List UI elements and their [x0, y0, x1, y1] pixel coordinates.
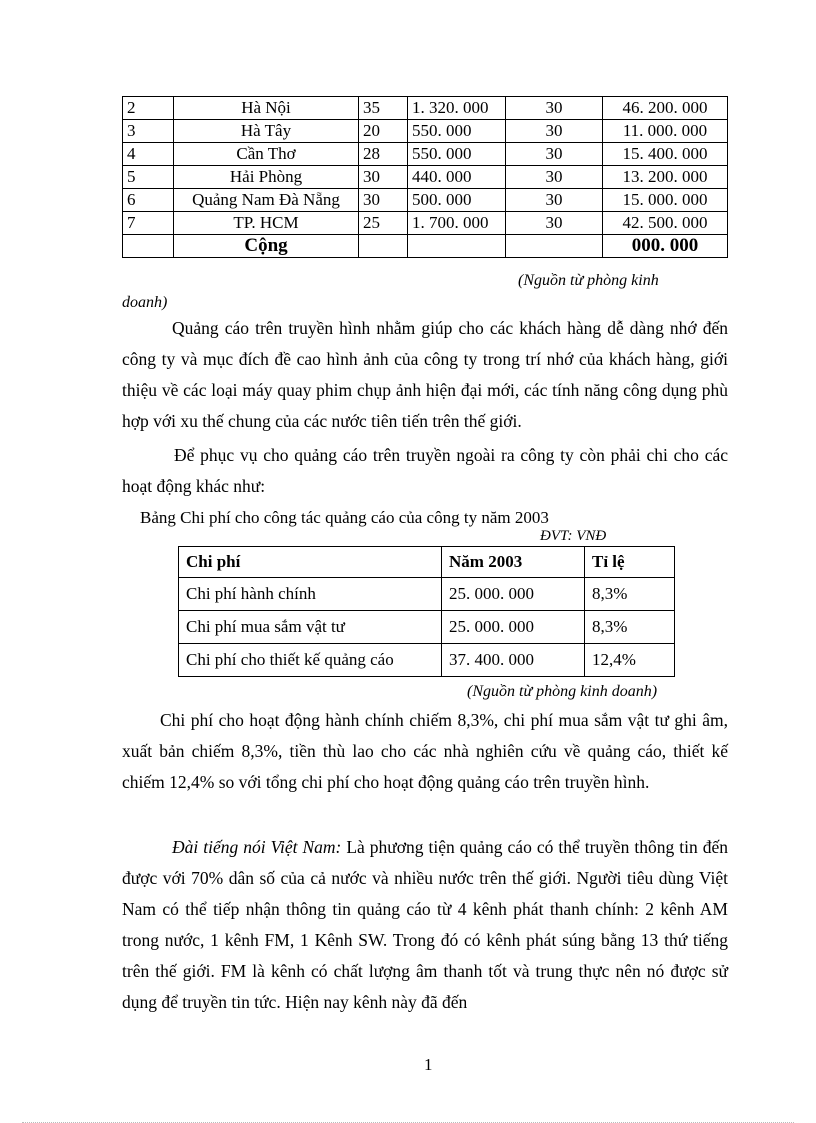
cell-total: 42. 500. 000 — [603, 212, 728, 235]
table-source-note: (Nguồn từ phòng kinh — [518, 272, 659, 289]
table-row: Chi phí hành chính 25. 000. 000 8,3% — [179, 578, 675, 611]
cell-name: Hà Nội — [174, 97, 359, 120]
cell-days: 30 — [506, 120, 603, 143]
table-row: Chi phí cho thiết kế quảng cáo 37. 400. 000 12,4% — [179, 644, 675, 677]
cell-qty: 28 — [359, 143, 408, 166]
region-advertising-table — [122, 96, 728, 258]
cell-stt: 4 — [123, 143, 174, 166]
cost-table-source-note: (Nguồn từ phòng kinh doanh) — [467, 683, 658, 700]
cell-name: Cần Thơ — [174, 143, 359, 166]
cell-stt: 2 — [123, 97, 174, 120]
cell-stt: 5 — [123, 166, 174, 189]
cell-total: 46. 200. 000 — [603, 97, 728, 120]
cell-total: 13. 200. 000 — [603, 166, 728, 189]
cell-qty: 20 — [359, 120, 408, 143]
cell-price: 550. 000 — [408, 120, 506, 143]
table-total-row — [123, 235, 728, 258]
table-row — [123, 189, 728, 212]
paragraph-cost-analysis: Chi phí cho hoạt động hành chính chiếm 8,3%, chi phí mua sắm vật tư ghi âm, xuất bản chiếm 8,3%, tiền thù lao cho các nhà nghiên cứu về quảng cáo, thiết kế chiếm 12,4% so với tổng chi phí cho hoạt động quảng cáo trên truyền hình. — [122, 710, 728, 792]
table-row — [123, 120, 728, 143]
cell-stt: 7 — [123, 212, 174, 235]
cell-price: 1. 320. 000 — [408, 97, 506, 120]
radio-lead: Đài tiếng nói Việt Nam: — [172, 837, 342, 857]
cell-days: 30 — [506, 97, 603, 120]
cell-days: 30 — [506, 166, 603, 189]
table-row: Chi phí mua sắm vật tư 25. 000. 000 8,3% — [179, 611, 675, 644]
table-row — [123, 97, 728, 120]
cell-days: 30 — [506, 143, 603, 166]
paragraph-other-activities: Để phục vụ cho quảng cáo trên truyền ngoài ra công ty còn phải chi cho các hoạt động khác như: — [122, 445, 728, 496]
cell-qty: 35 — [359, 97, 408, 120]
cell-qty: 30 — [359, 189, 408, 212]
cell-name: Hà Tây — [174, 120, 359, 143]
cost-table-header: Chi phí Năm 2003 Tỉ lệ — [179, 547, 675, 578]
cell-stt: 6 — [123, 189, 174, 212]
table-row — [123, 166, 728, 189]
table-row — [123, 212, 728, 235]
cell-days: 30 — [506, 212, 603, 235]
cell-total: 15. 400. 000 — [603, 143, 728, 166]
paragraph-tv-ads: Quảng cáo trên truyền hình nhằm giúp cho các khách hàng dễ dàng nhớ đến công ty và mục đích đề cao hình ảnh của công ty trong trí nhớ của khách hàng, giới thiệu về các loại máy quay phim chụp ảnh hiện đại mới, các tính năng công dụng phù hợp với xu thế chung của các nước tiên tiến trên thế giới. — [122, 318, 728, 431]
total-label: Cộng — [174, 235, 359, 258]
table-row — [123, 143, 728, 166]
cell-total: 15. 000. 000 — [603, 189, 728, 212]
cost-table-caption: Bảng Chi phí cho công tác quảng cáo của công ty năm 2003 — [140, 508, 549, 527]
cell-name: Hải Phòng — [174, 166, 359, 189]
cell-price: 1. 700. 000 — [408, 212, 506, 235]
cell-stt: 3 — [123, 120, 174, 143]
cell-name: Quảng Nam Đà Nẵng — [174, 189, 359, 212]
cell-price: 550. 000 — [408, 143, 506, 166]
cost-table-unit: ĐVT: VNĐ — [540, 528, 607, 544]
cell-days: 30 — [506, 189, 603, 212]
cell-qty: 30 — [359, 166, 408, 189]
cell-price: 440. 000 — [408, 166, 506, 189]
total-value: 000. 000 — [603, 235, 728, 258]
table-source-note-cont: doanh) — [122, 294, 168, 311]
cost-table — [178, 546, 675, 677]
paragraph-radio: Đài tiếng nói Việt Nam: Là phương tiện quảng cáo có thể truyền thông tin đến được với 70% dân số của cả nước và nhiều nước trên thế giới. Người tiêu dùng Việt Nam có thể tiếp nhận thông tin quảng cáo từ 4 kênh phát thanh chính: 2 kênh AM trong nước, 1 kênh FM, 1 Kênh SW. Trong đó có kênh phát súng bằng 13 thứ tiếng trên thế giới. FM là kênh có chất lượng âm thanh tốt và trung thực nên nó được sử dụng để truyền tin tức. Hiện nay kênh này đã đến — [122, 837, 728, 1012]
cell-name: TP. HCM — [174, 212, 359, 235]
page-number: 1 — [424, 1055, 433, 1074]
cell-qty: 25 — [359, 212, 408, 235]
cell-price: 500. 000 — [408, 189, 506, 212]
cell-total: 11. 000. 000 — [603, 120, 728, 143]
